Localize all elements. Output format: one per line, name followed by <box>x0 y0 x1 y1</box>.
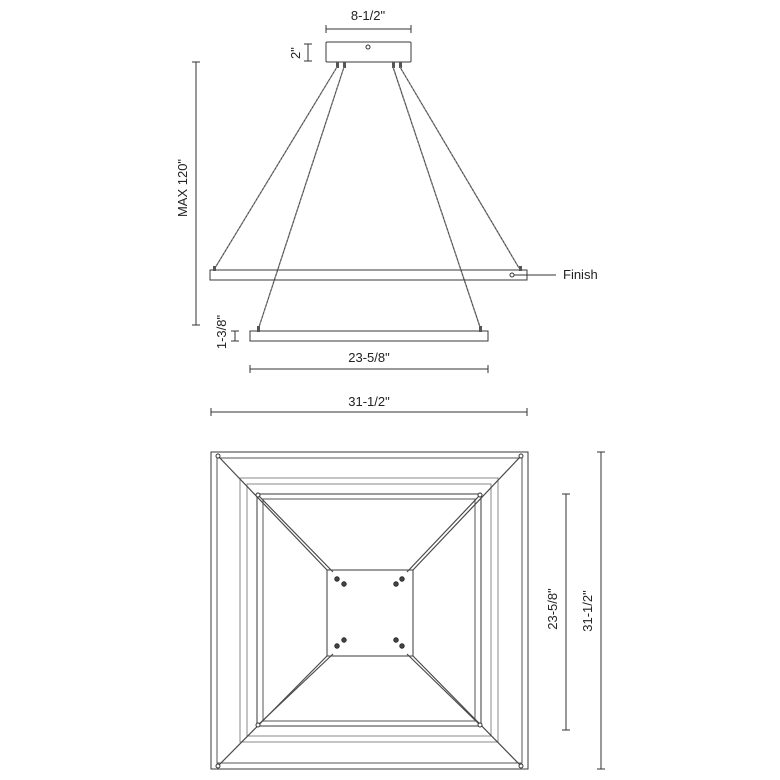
canopy-height-label: 2" <box>288 47 303 59</box>
large-ring-width-dimension <box>211 394 527 416</box>
canopy-width-dimension <box>326 8 411 33</box>
small-ring-height-label: 1-3/8" <box>214 314 229 350</box>
canopy-height-dimension <box>288 44 312 61</box>
finish-label: Finish <box>563 267 598 282</box>
canopy-width-label: 8-1/2" <box>350 8 386 23</box>
max-height-label: MAX 120" <box>175 158 190 218</box>
outer-square-dimension <box>580 452 605 769</box>
canopy <box>326 42 411 68</box>
small-ring-width-dimension <box>250 350 488 373</box>
small-ring-width-label: 23-5/8" <box>348 350 390 365</box>
large-ring-width-label: 31-1/2" <box>348 394 390 409</box>
large-ring-side <box>210 266 527 280</box>
outer-square-label: 31-1/2" <box>580 590 595 632</box>
suspension-cables <box>215 67 519 327</box>
canopy-plate <box>327 570 413 656</box>
inner-square-dimension <box>545 494 570 730</box>
small-ring-side <box>250 326 488 341</box>
inner-square-label: 23-5/8" <box>545 588 560 630</box>
side-view <box>175 8 598 416</box>
small-ring-height-dimension <box>214 314 239 349</box>
max-height-dimension <box>175 62 200 325</box>
top-view <box>211 452 605 769</box>
